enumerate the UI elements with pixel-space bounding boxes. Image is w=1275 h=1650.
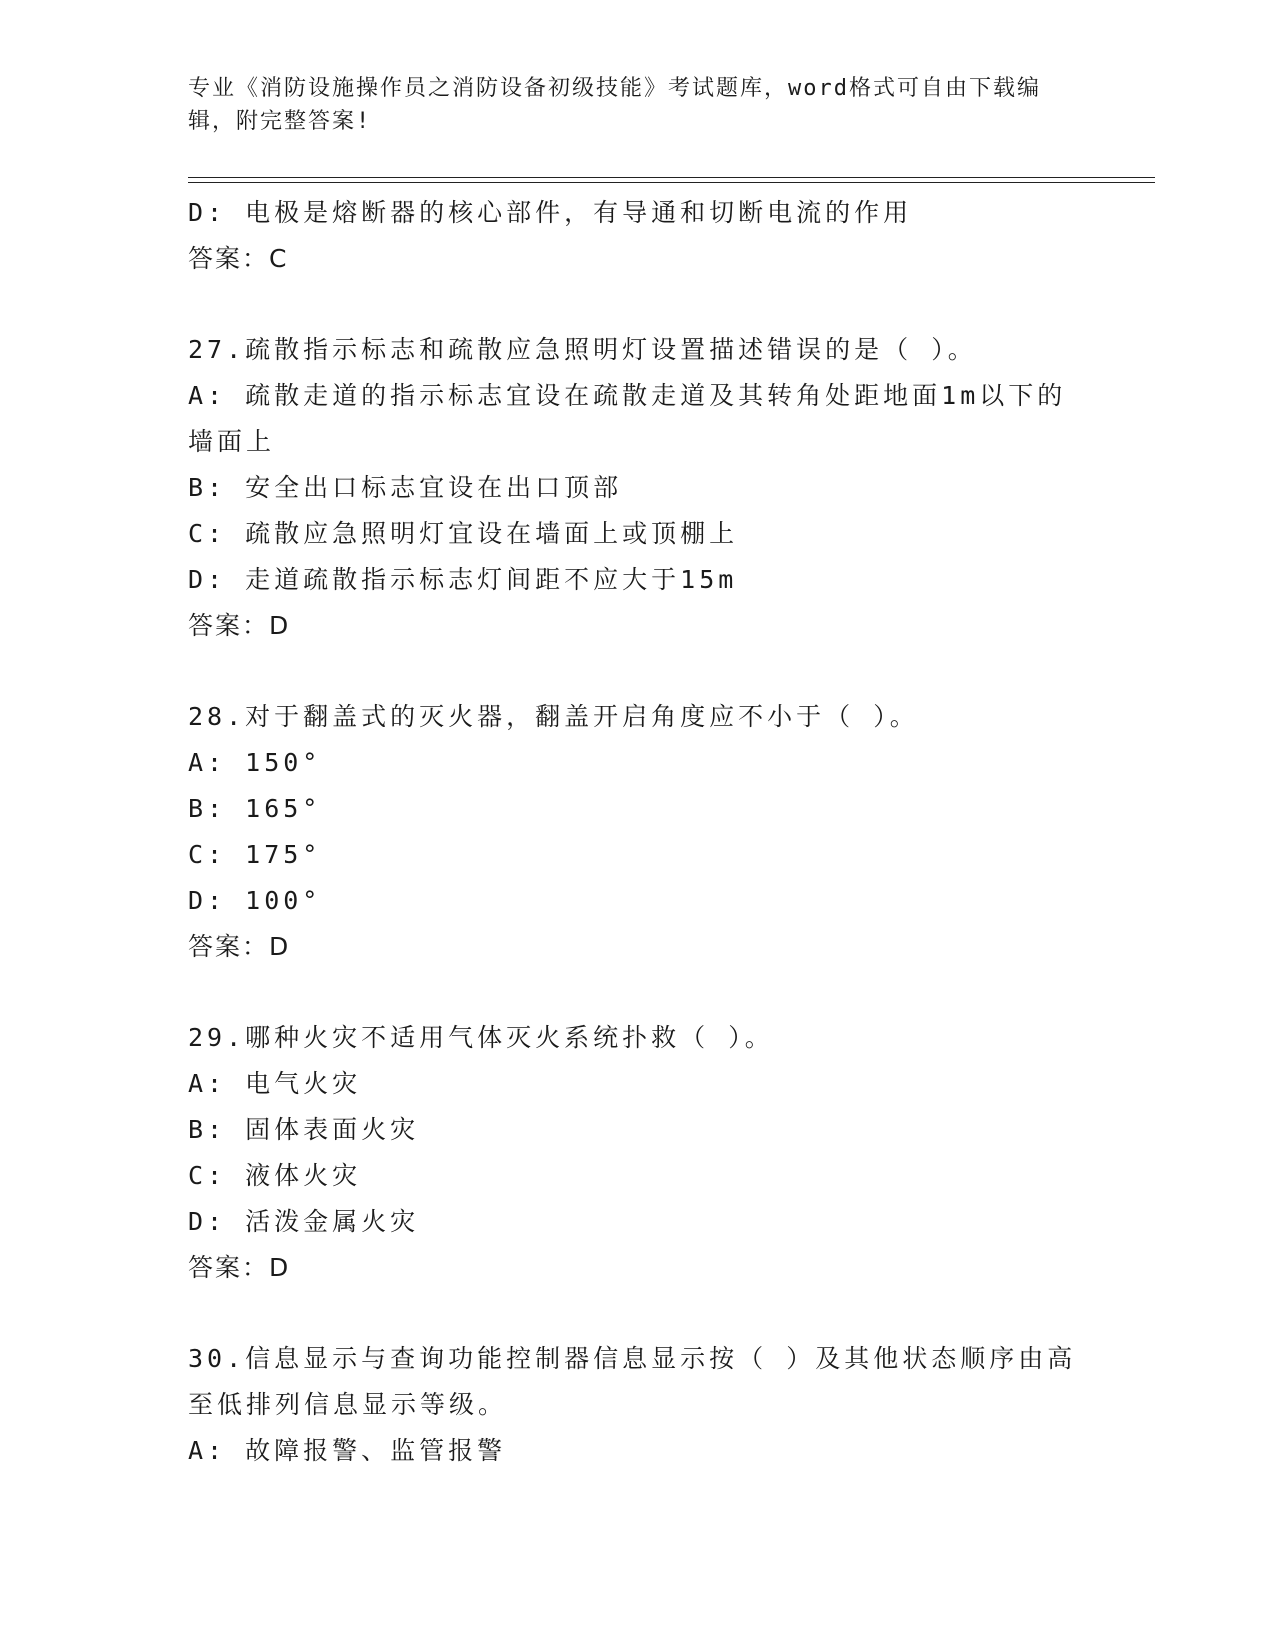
question-text: 29.哪种火灾不适用气体灭火系统扑救（ ）。 [188, 1023, 774, 1052]
question-26-tail [188, 190, 1088, 282]
spacer [188, 1291, 1088, 1336]
option-a: A: 疏散走道的指示标志宜设在疏散走道及其转角处距地面1m以下的 [188, 381, 1067, 410]
header-line-2: 辑，附完整答案! [188, 109, 372, 134]
question-list [188, 190, 1088, 1474]
document-header [188, 72, 1078, 138]
option-a: A: 电气火灾 [188, 1069, 362, 1098]
spacer [188, 282, 1088, 327]
option-c: C: 疏散应急照明灯宜设在墙面上或顶棚上 [188, 519, 739, 548]
option-b: B: 固体表面火灾 [188, 1115, 420, 1144]
option-b: B: 165° [188, 794, 322, 823]
answer: 答案：D [188, 611, 291, 640]
question-text: 28.对于翻盖式的灭火器，翻盖开启角度应不小于（ ）。 [188, 702, 919, 731]
option-d: D: 走道疏散指示标志灯间距不应大于15m [188, 565, 738, 594]
header-divider-bottom [188, 182, 1155, 183]
option-a-continued: 墙面上 [188, 427, 276, 456]
answer: 答案：D [188, 932, 291, 961]
answer: 答案：C [188, 244, 289, 273]
header-divider-top [188, 177, 1155, 178]
option-d: D: 电极是熔断器的核心部件，有导通和切断电流的作用 [188, 198, 913, 227]
question-29 [188, 1015, 1088, 1291]
question-30 [188, 1336, 1088, 1474]
question-text: 30.信息显示与查询功能控制器信息显示按（ ）及其他状态顺序由高 [188, 1344, 1077, 1373]
question-28 [188, 694, 1088, 970]
option-d: D: 100° [188, 886, 322, 915]
spacer [188, 649, 1088, 694]
question-text: 27.疏散指示标志和疏散应急照明灯设置描述错误的是（ ）。 [188, 335, 977, 364]
option-a: A: 150° [188, 748, 322, 777]
spacer [188, 970, 1088, 1015]
answer: 答案：D [188, 1253, 291, 1282]
option-c: C: 175° [188, 840, 322, 869]
header-line-1: 专业《消防设施操作员之消防设备初级技能》考试题库，word格式可自由下载编 [188, 76, 1041, 101]
question-27 [188, 327, 1088, 649]
option-c: C: 液体火灾 [188, 1161, 362, 1190]
question-text-continued: 至低排列信息显示等级。 [188, 1390, 508, 1419]
option-d: D: 活泼金属火灾 [188, 1207, 420, 1236]
option-b: B: 安全出口标志宜设在出口顶部 [188, 473, 623, 502]
option-a: A: 故障报警、监管报警 [188, 1436, 507, 1465]
